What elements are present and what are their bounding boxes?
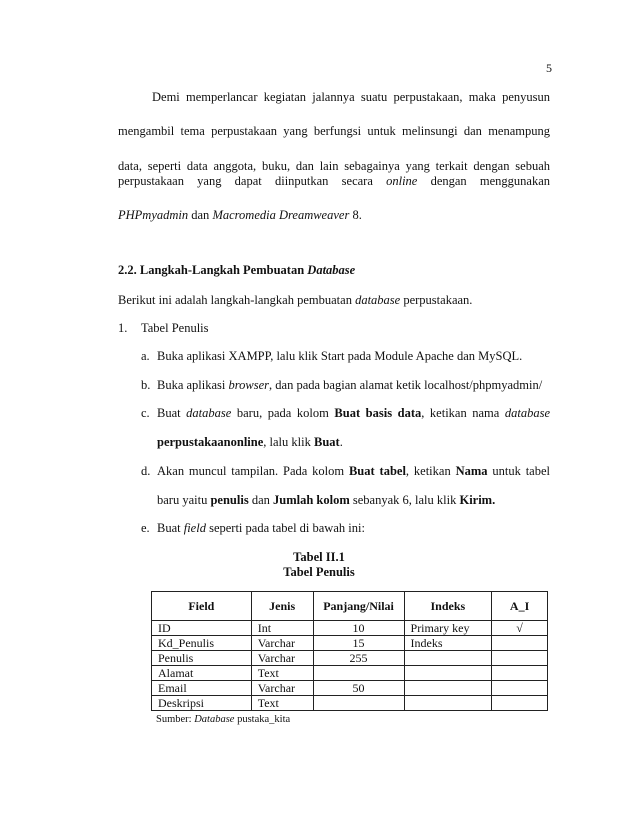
- text: mengambil tema perpustakaan yang berfungsi untuk melinsungi dan menampung: [118, 124, 550, 138]
- text: seperti pada tabel di bawah ini:: [209, 521, 365, 535]
- step-text: [157, 520, 365, 536]
- text-italic: PHPmyadmin: [118, 208, 189, 222]
- header-panjang: Panjang/Nilai: [313, 592, 404, 621]
- paragraph-line: [118, 123, 550, 139]
- cell-indeks: [404, 696, 492, 711]
- table-row: [152, 621, 548, 636]
- cell-jenis: Text: [251, 666, 313, 681]
- cell-ai: [492, 636, 548, 651]
- text-bold: perpustakaanonline: [157, 435, 264, 449]
- table-header-row: [152, 592, 548, 621]
- step-text-cont: [157, 492, 495, 508]
- step-marker: e.: [141, 521, 150, 535]
- table-caption: Tabel II.1: [293, 550, 345, 564]
- text: Buat: [157, 406, 181, 420]
- text-bold: penulis: [210, 493, 249, 507]
- step-marker: c.: [141, 406, 150, 420]
- list-item-number: 1.: [118, 321, 128, 335]
- text: sebanyak 6, lalu klik: [352, 493, 457, 507]
- paragraph-line: [118, 158, 550, 174]
- text: , lalu klik: [263, 435, 311, 449]
- cell-indeks: [404, 651, 492, 666]
- heading-italic: Database: [307, 263, 356, 277]
- text-italic: database: [355, 293, 401, 307]
- text-bold: Buat: [313, 435, 340, 449]
- text-italic: database: [504, 406, 551, 420]
- step-text-cont: [157, 434, 343, 450]
- text-italic: database: [186, 406, 232, 420]
- cell-field: Email: [152, 681, 252, 696]
- text-bold: Kirim.: [459, 493, 496, 507]
- cell-ai: [492, 666, 548, 681]
- text: dengan menggunakan: [430, 174, 550, 188]
- cell-indeks: [404, 681, 492, 696]
- step-text: [157, 377, 542, 393]
- table-row: [152, 651, 548, 666]
- cell-panjang: 10: [313, 621, 404, 636]
- text: 8.: [352, 208, 362, 222]
- table-subcaption: Tabel Penulis: [283, 565, 355, 579]
- text: baru yaitu: [157, 493, 208, 507]
- text-italic: field: [183, 521, 206, 535]
- paragraph-line: [152, 89, 550, 105]
- header-field: Field: [152, 592, 252, 621]
- step-marker: d.: [141, 464, 151, 478]
- text: , dan pada bagian alamat ketik localhost/phpmyadmin/: [269, 378, 543, 392]
- text: , ketikan nama: [421, 406, 500, 420]
- list-item-label: Tabel Penulis: [141, 321, 209, 335]
- cell-panjang: 255: [313, 651, 404, 666]
- source-label: Sumber:: [156, 714, 192, 725]
- table-row: [152, 636, 548, 651]
- text-italic: browser: [228, 378, 270, 392]
- header-ai: A_I: [492, 592, 548, 621]
- cell-field: Penulis: [152, 651, 252, 666]
- text: data, seperti data anggota, buku, dan lain sebagainya yang terkait dengan sebuah: [118, 159, 550, 173]
- text: dan: [251, 493, 270, 507]
- text: dan: [191, 208, 210, 222]
- cell-panjang: 50: [313, 681, 404, 696]
- cell-jenis: Varchar: [251, 636, 313, 651]
- text: Akan muncul tampilan. Pada kolom: [157, 464, 345, 478]
- text: .: [339, 435, 343, 449]
- cell-panjang: 15: [313, 636, 404, 651]
- step-marker: b.: [141, 378, 151, 392]
- cell-ai: [492, 681, 548, 696]
- section-heading: [118, 262, 355, 278]
- cell-indeks: Indeks: [404, 636, 492, 651]
- cell-ai: [492, 696, 548, 711]
- table-row: [152, 681, 548, 696]
- text: Buat: [157, 521, 181, 535]
- cell-panjang: [313, 666, 404, 681]
- text-bold: Nama: [455, 464, 488, 478]
- text: Demi memperlancar kegiatan jalannya suatu perpustakaan, maka penyusun: [152, 90, 550, 104]
- table-source: [156, 714, 290, 725]
- cell-ai: √: [492, 621, 548, 636]
- step-text: [157, 463, 550, 479]
- text-italic: Macromedia Dreamweaver: [212, 208, 350, 222]
- step-text: Buka aplikasi XAMPP, lalu klik Start pada Module Apache dan MySQL.: [157, 349, 523, 363]
- cell-indeks: [404, 666, 492, 681]
- text-italic: online: [386, 174, 418, 188]
- text: perpustakaan yang dapat diinputkan secara: [118, 174, 373, 188]
- paragraph-line: [118, 173, 550, 189]
- cell-ai: [492, 651, 548, 666]
- page-number: 5: [546, 61, 552, 75]
- cell-jenis: Int: [251, 621, 313, 636]
- table-row: [152, 696, 548, 711]
- cell-jenis: Varchar: [251, 651, 313, 666]
- cell-field: Alamat: [152, 666, 252, 681]
- header-indeks: Indeks: [404, 592, 492, 621]
- source-text: pustaka_kita: [237, 714, 291, 725]
- text: Buka aplikasi: [157, 378, 226, 392]
- text: untuk tabel: [492, 464, 550, 478]
- paragraph-line: [118, 207, 362, 223]
- text-bold: Buat tabel: [348, 464, 406, 478]
- cell-field: ID: [152, 621, 252, 636]
- text: baru, pada kolom: [236, 406, 329, 420]
- heading-text: 2.2. Langkah-Langkah Pembuatan: [118, 263, 305, 277]
- cell-indeks: Primary key: [404, 621, 492, 636]
- text-bold: Jumlah kolom: [273, 493, 350, 507]
- cell-panjang: [313, 696, 404, 711]
- step-marker: a.: [141, 349, 150, 363]
- cell-jenis: Varchar: [251, 681, 313, 696]
- header-jenis: Jenis: [251, 592, 313, 621]
- table-row: [152, 666, 548, 681]
- cell-jenis: Text: [251, 696, 313, 711]
- intro-line: [118, 292, 472, 308]
- cell-field: Deskripsi: [152, 696, 252, 711]
- text: Berikut ini adalah langkah-langkah pembuatan: [118, 293, 352, 307]
- cell-field: Kd_Penulis: [152, 636, 252, 651]
- source-italic: Database: [194, 714, 235, 725]
- fields-table: [151, 591, 548, 711]
- text: , ketikan: [405, 464, 451, 478]
- text-bold: Buat basis data: [334, 406, 422, 420]
- text: perpustakaan.: [403, 293, 473, 307]
- step-text: [157, 405, 550, 421]
